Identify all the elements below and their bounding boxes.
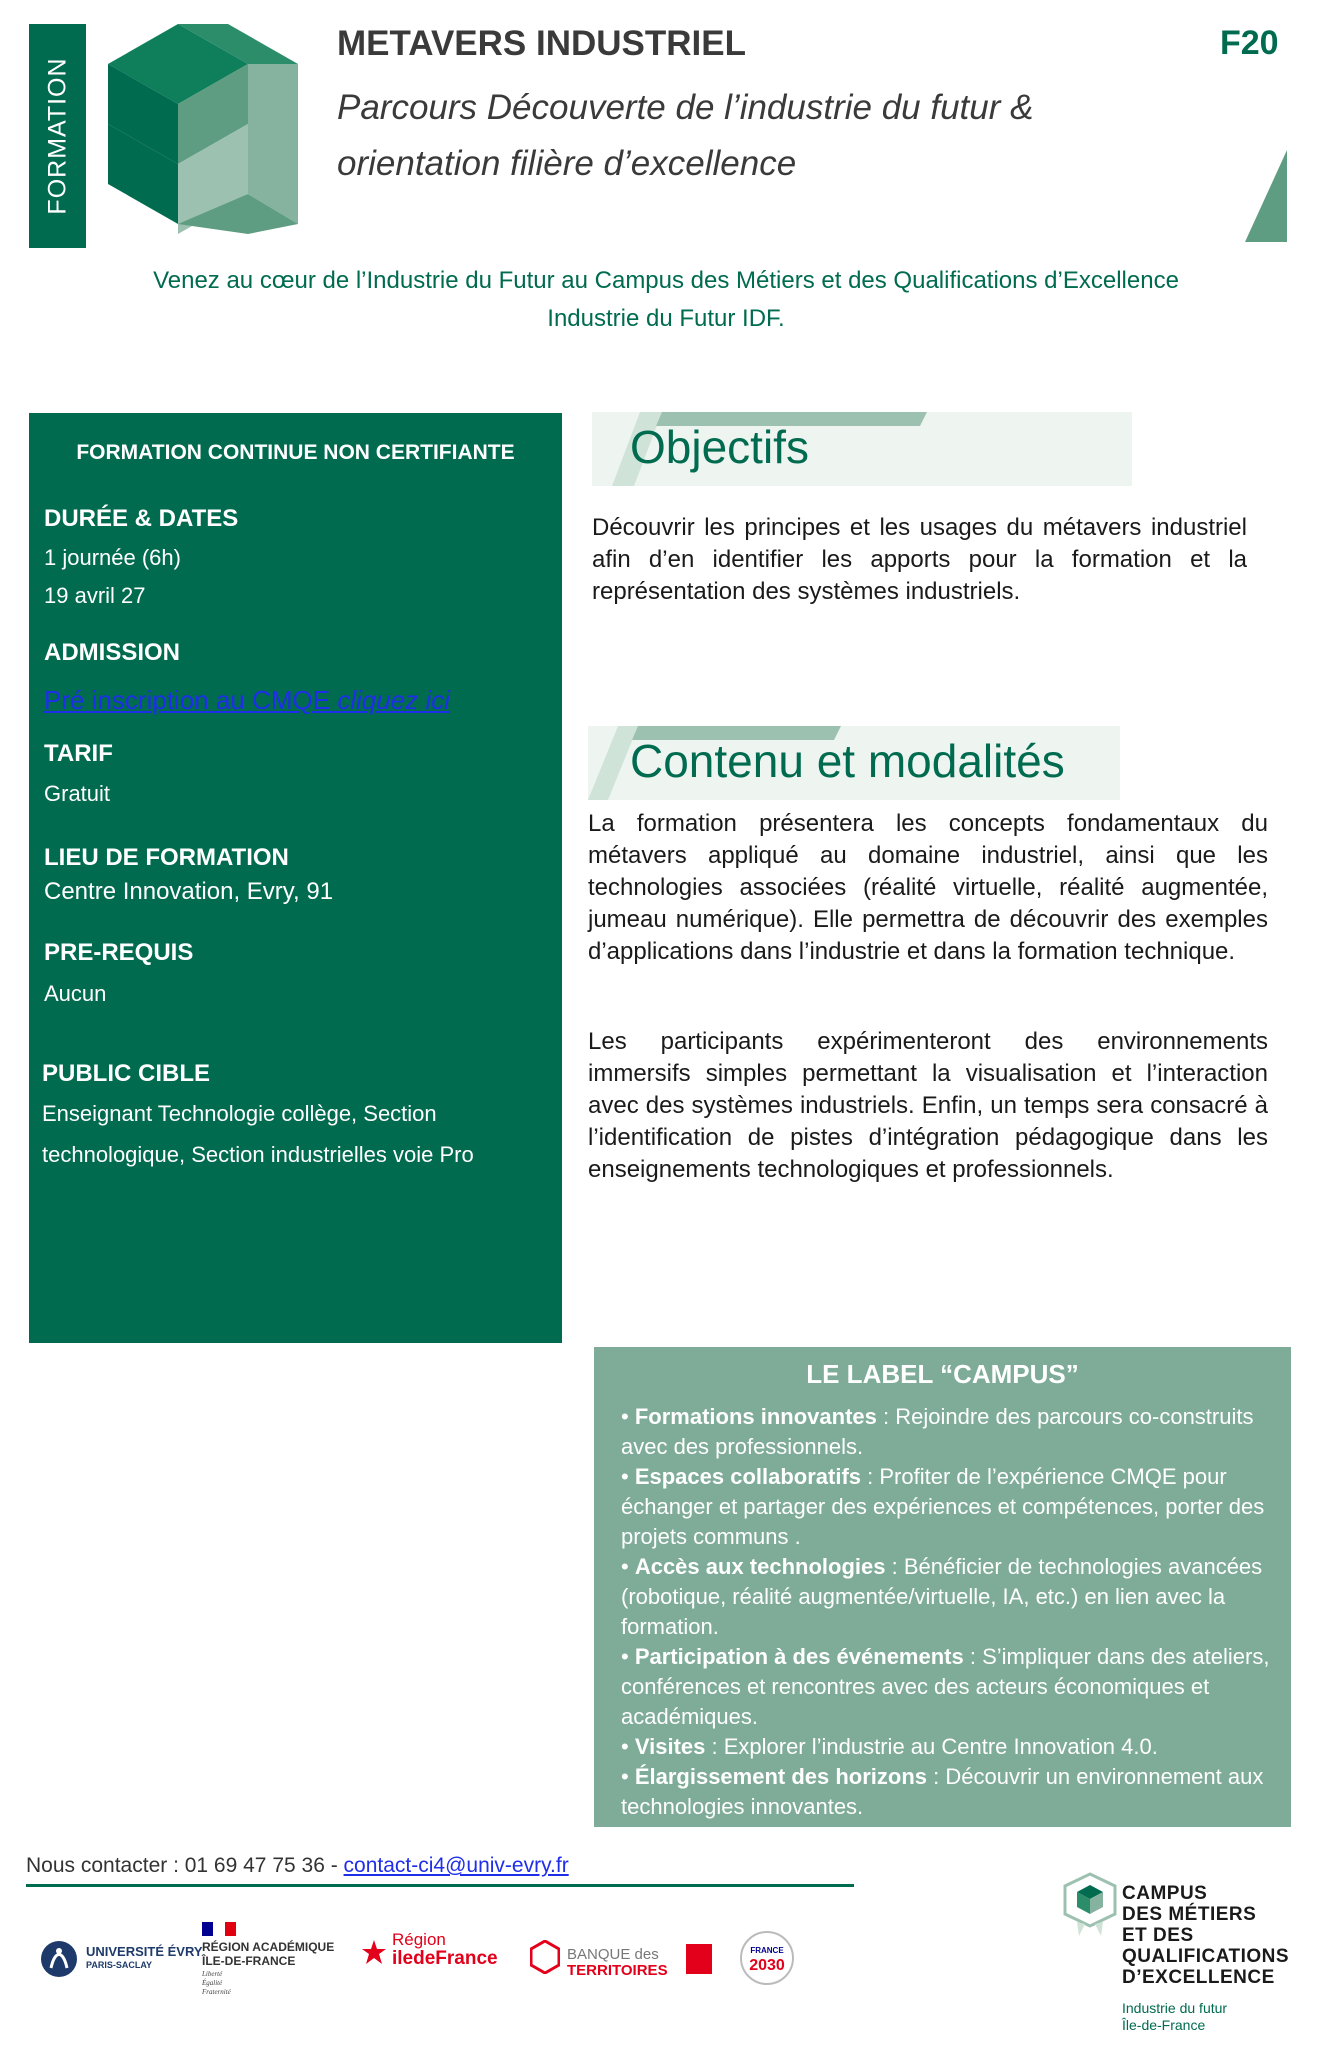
item-title: Participation à des événements	[634, 1644, 964, 1669]
duree-value-2: 19 avril 27	[44, 583, 146, 608]
list-item: • Formations innovantes : Rejoindre des parcours co-construits avec des professionnels.	[621, 1404, 1254, 1459]
list-item: • Visites : Explorer l’industrie au Centre Innovation 4.0.	[621, 1734, 1158, 1759]
region-acad-motto: Liberté Égalité Fraternité	[202, 1970, 231, 1996]
campus-line: D’EXCELLENCE	[1122, 1967, 1275, 1988]
label-campus-heading: LE LABEL “CAMPUS”	[806, 1359, 1079, 1389]
admission-link-italic: cliquez ici	[337, 685, 451, 715]
page-title: METAVERS INDUSTRIEL	[337, 24, 746, 63]
admission-label: ADMISSION	[44, 639, 181, 666]
tarif-label: TARIF	[44, 740, 113, 767]
label-campus-box	[594, 1347, 1291, 1827]
contact-email-link[interactable]: contact-ci4@univ-evry.fr	[343, 1854, 569, 1877]
idf-label-1: Région	[392, 1930, 446, 1949]
label-campus-list	[621, 1402, 1271, 1822]
item-text: : S’impliquer dans des ateliers, conférences et rencontres avec des acteurs économiques et académiques.	[621, 1644, 1270, 1729]
duree-label: DURÉE & DATES	[44, 505, 239, 532]
contenu-heading: Contenu et modalités	[630, 735, 1065, 787]
objectifs-heading-block	[592, 412, 1132, 486]
duree-value-1: 1 journée (6h)	[44, 545, 181, 570]
item-text: : Bénéficier de technologies avancées (robotique, réalité augmentée/virtuelle, IA, etc.) en lien avec la formation.	[621, 1554, 1263, 1639]
france-2030-label-2: 2030	[749, 1957, 785, 1974]
list-item: • Espaces collaboratifs : Profiter de l’expérience CMQE pour échanger et partager des expériences et compétences, porter des projets communs .	[621, 1464, 1265, 1549]
tarif-value: Gratuit	[44, 781, 111, 806]
subtitle-line-2: orientation filière d’excellence	[337, 144, 797, 183]
campus-sub-line: Île-de-France	[1122, 2017, 1206, 2033]
prereq-value: Aucun	[44, 981, 107, 1006]
list-item: • Accès aux technologies : Bénéficier de technologies avancées (robotique, réalité augmentée/virtuelle, IA, etc.) en lien avec la formation.	[621, 1554, 1263, 1639]
footer-divider	[26, 1884, 854, 1887]
idf-star-icon	[362, 1940, 386, 1964]
campus-logo-icon	[1063, 1872, 1118, 1938]
formation-tag	[29, 24, 86, 248]
contenu-heading-block	[588, 726, 1120, 800]
marianne-flag-icon	[202, 1922, 236, 1936]
corner-triangle-icon	[1245, 150, 1287, 242]
contenu-para-1: La formation présentera les concepts fondamentaux du métavers appliqué au domaine industriel, ainsi que les technologies associées (réalité virtuelle, réalité augmentée, jumeau numérique). Elle permettra de découvrir des exemples d’applications dans l’industrie et dans la formation technique.	[588, 810, 1268, 965]
campus-line: ET DES	[1122, 1925, 1194, 1946]
groupe-cdc-icon	[686, 1944, 712, 1974]
item-text: : Rejoindre des parcours co-construits avec des professionnels.	[621, 1404, 1254, 1459]
univ-evry-logo-icon	[40, 1938, 78, 1980]
list-item: • Élargissement des horizons : Découvrir un environnement aux technologies innovantes.	[621, 1764, 1264, 1819]
banque-label-1: BANQUE des	[567, 1946, 659, 1963]
campus-line: QUALIFICATIONS	[1122, 1946, 1290, 1967]
france-2030-label-1: FRANCE	[750, 1946, 784, 1955]
contact-phone: Nous contacter : 01 69 47 75 36 -	[26, 1854, 344, 1877]
panel-heading: FORMATION CONTINUE NON CERTIFIANTE	[76, 441, 515, 464]
lieu-label: LIEU DE FORMATION	[44, 844, 289, 871]
campus-line: CAMPUS	[1122, 1883, 1208, 1904]
subtitle-line-1: Parcours Découverte de l’industrie du futur &	[337, 88, 1034, 127]
formation-tag-label: FORMATION	[43, 57, 71, 215]
lieu-value: Centre Innovation, Evry, 91	[44, 878, 334, 905]
campus-sub-line: Industrie du futur	[1122, 2000, 1228, 2016]
item-title: Espaces collaboratifs	[634, 1464, 862, 1489]
objectifs-heading: Objectifs	[630, 421, 809, 473]
intro-text	[60, 262, 1272, 338]
objectifs-text: Découvrir les principes et les usages du métavers industriel afin d’en identifier les apports pour la formation et la représentation des systèmes industriels.	[592, 514, 1247, 605]
contenu-para-2: Les participants expérimenteront des environnements immersifs simples permettant la visualisation et l’interaction avec des systèmes industriels. Enfin, un temps sera consacré à l’identification de pistes d’intégration pédagogique dans les enseignements technologiques et professionnels.	[588, 1028, 1268, 1183]
item-title: Formations innovantes	[634, 1404, 877, 1429]
public-label: PUBLIC CIBLE	[42, 1060, 210, 1087]
public-value-1: Enseignant Technologie collège, Section	[42, 1101, 437, 1126]
item-text: : Explorer l’industrie au Centre Innovation 4.0.	[705, 1734, 1158, 1759]
item-title: Élargissement des horizons	[634, 1764, 928, 1789]
item-title: Visites	[634, 1734, 706, 1759]
intro-line-2: Industrie du Futur IDF.	[547, 305, 785, 332]
campus-logo-text	[1122, 1883, 1289, 1988]
formation-logo-icon	[108, 24, 300, 234]
list-item: • Participation à des événements : S’impliquer dans des ateliers, conférences et rencontres avec des acteurs économiques et académiques.	[621, 1644, 1270, 1729]
page-subtitle	[337, 80, 1033, 192]
intro-line-1: Venez au cœur de l’Industrie du Futur au Campus des Métiers et des Qualifications d’Excellence	[153, 267, 1179, 294]
admission-link[interactable]	[44, 685, 450, 716]
banque-label-2: TERRITOIRES	[567, 1962, 668, 1979]
item-text: : Profiter de l’expérience CMQE pour échanger et partager des expériences et compétences, porter des projets communs .	[621, 1464, 1265, 1549]
course-code: F20	[1220, 24, 1279, 62]
univ-evry-label-1: UNIVERSITÉ ÉVRY	[86, 1944, 203, 1959]
banque-territoires-icon	[530, 1940, 560, 1974]
info-panel	[29, 413, 562, 1343]
campus-logo-subtitle	[1122, 2000, 1227, 2034]
campus-line: DES MÉTIERS	[1122, 1904, 1257, 1925]
prereq-label: PRE-REQUIS	[44, 939, 194, 966]
idf-label-2: iledeFrance	[392, 1948, 498, 1969]
region-acad-label-1: RÉGION ACADÉMIQUE	[202, 1940, 335, 1954]
univ-evry-label-2: PARIS-SACLAY	[86, 1960, 153, 1970]
contact-line	[26, 1854, 569, 1878]
item-title: Accès aux technologies	[634, 1554, 886, 1579]
region-acad-label-2: ÎLE-DE-FRANCE	[202, 1954, 296, 1968]
admission-link-text: Pré inscription au CMQE	[44, 685, 338, 715]
item-text: : Découvrir un environnement aux technologies innovantes.	[621, 1764, 1264, 1819]
public-value-2: technologique, Section industrielles voie Pro	[42, 1142, 474, 1167]
